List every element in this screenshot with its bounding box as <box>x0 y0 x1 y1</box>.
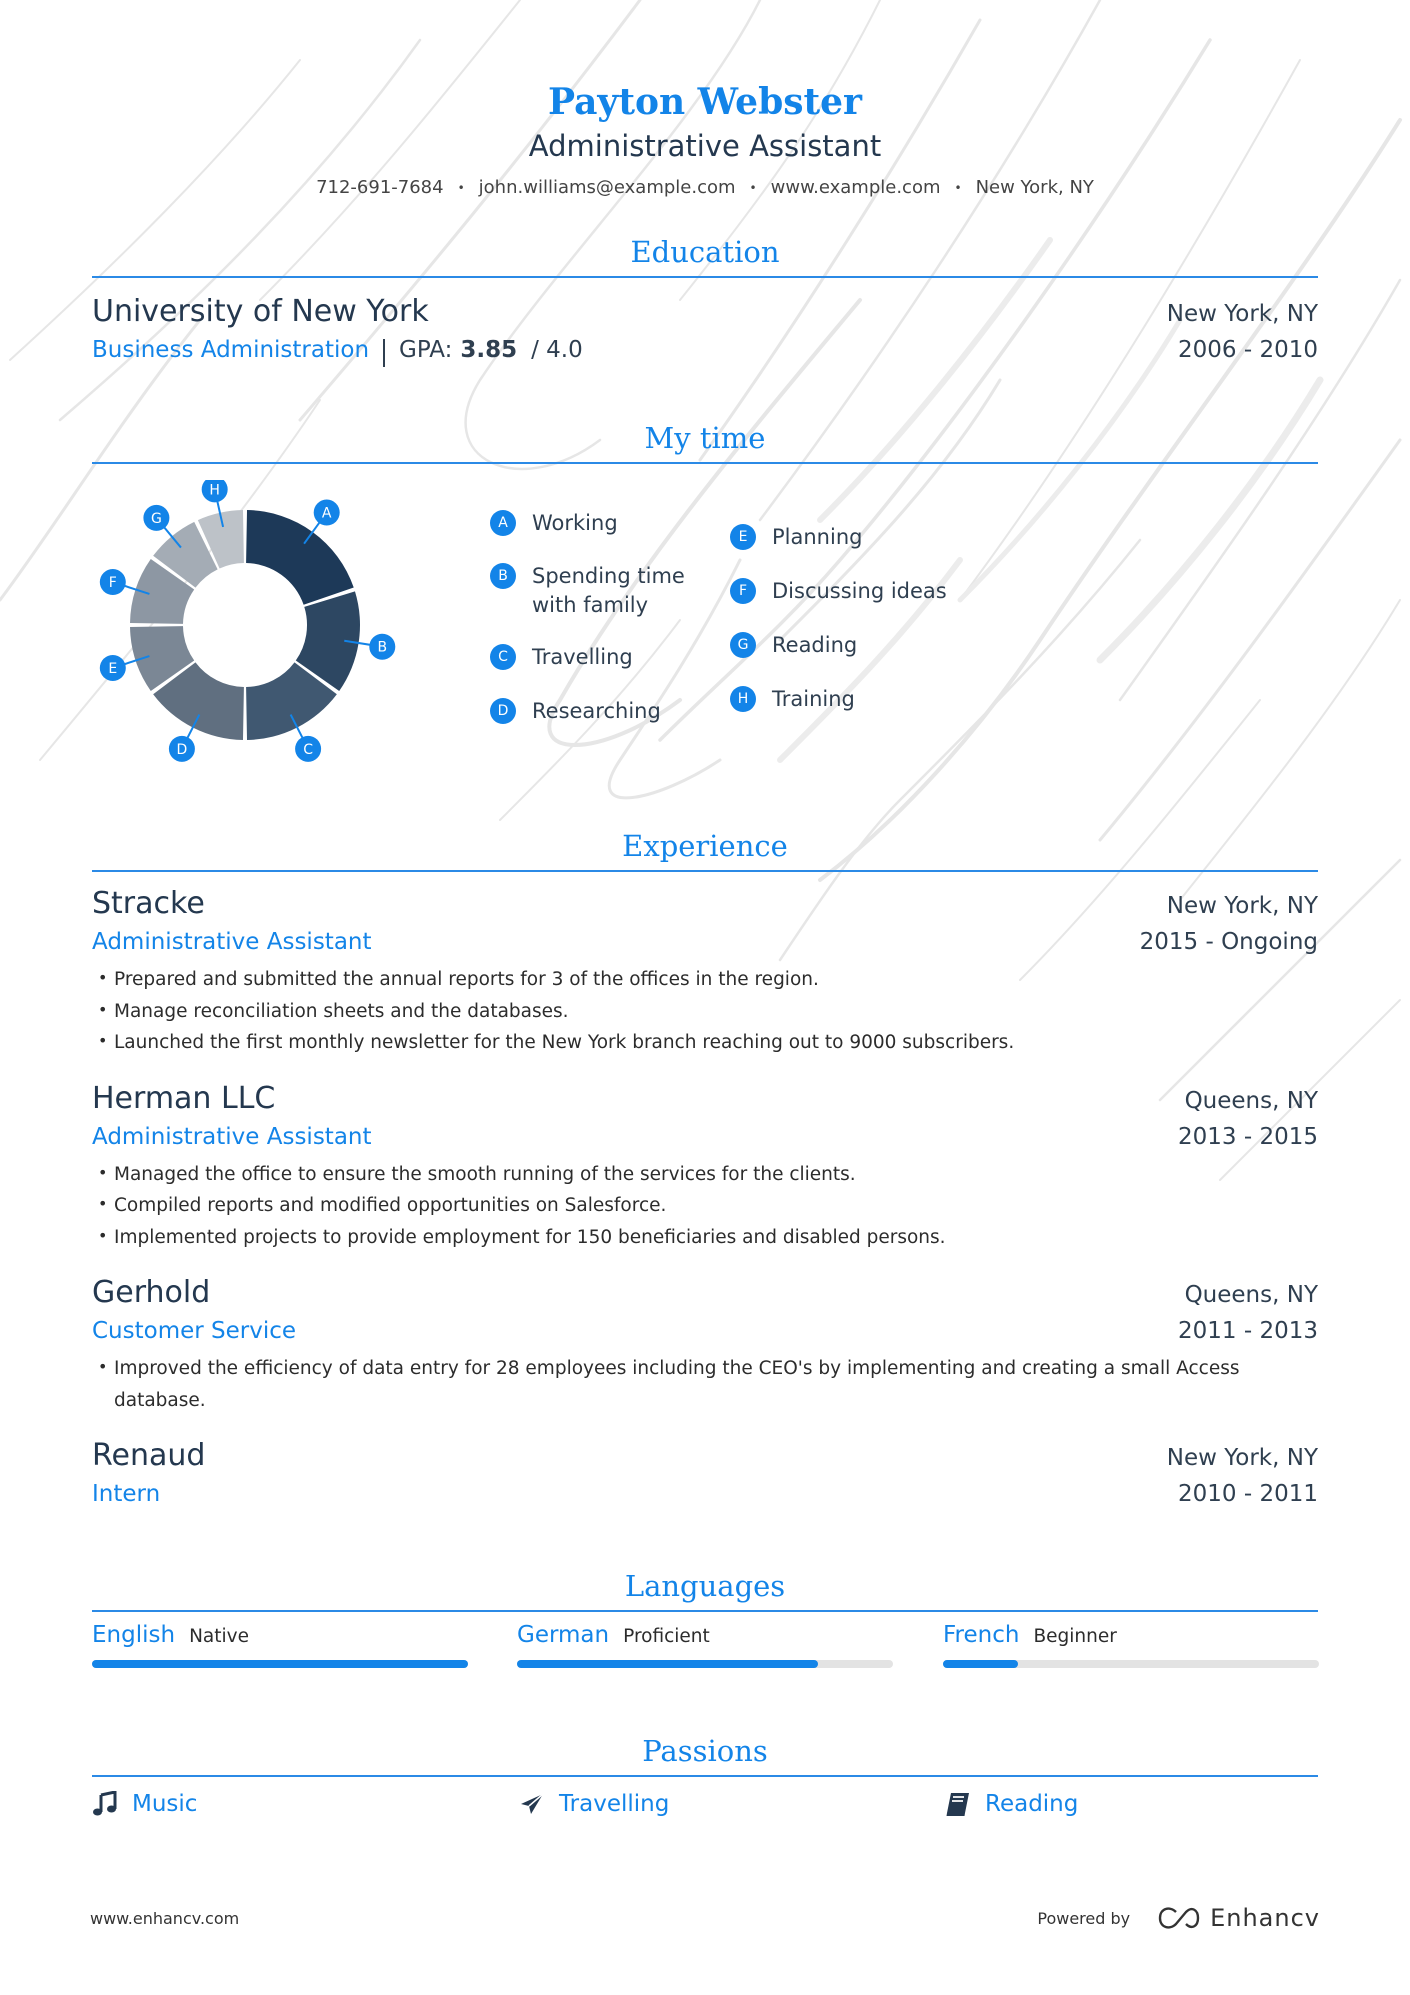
legend-item-h <box>730 686 855 714</box>
phone: 712-691-7684 <box>316 177 444 198</box>
footer-website[interactable]: www.enhancv.com <box>90 1908 240 1928</box>
language-name: German <box>517 1622 610 1648</box>
legend-label <box>532 562 685 620</box>
donut-badge-label: G <box>150 510 162 527</box>
job-dates: 2013 - 2015 <box>1178 1123 1318 1150</box>
legend-label <box>532 697 661 726</box>
time-donut-chart <box>92 480 412 770</box>
donut-badge-label: H <box>209 482 220 499</box>
legend-label-line: Travelling <box>532 645 633 669</box>
legend-label <box>772 577 947 606</box>
job-role: Administrative Assistant <box>92 929 372 955</box>
job-bullet: • Improved the efficiency of data entry for 28 employees including the CEO's by implementing and creating a small Access database. <box>92 1353 1318 1416</box>
section-title-education: Education <box>92 232 1318 278</box>
legend-badge: G <box>730 632 756 658</box>
language-name: French <box>943 1622 1020 1648</box>
experience-item <box>92 1273 1318 1416</box>
donut-badge-label: A <box>321 505 332 522</box>
passion-label: Music <box>132 1791 198 1817</box>
contact-separator: • <box>749 181 757 195</box>
languages-section <box>92 1566 1318 1676</box>
legend-badge: E <box>730 524 756 550</box>
job-location: New York, NY <box>1166 1445 1318 1471</box>
job-bullet: • Implemented projects to provide employment for 150 beneficiaries and disabled persons. <box>92 1222 1318 1254</box>
language-proficiency-fill <box>943 1660 1018 1668</box>
passion-item-reading <box>945 1791 1078 1817</box>
resume-header <box>92 0 1318 200</box>
passion-label: Reading <box>985 1791 1079 1817</box>
legend-label-line: Planning <box>772 525 863 549</box>
legend-label <box>772 523 862 552</box>
education-dates: 2006 - 2010 <box>1178 337 1318 363</box>
resume-content <box>92 0 1318 1817</box>
degree-line <box>92 332 583 368</box>
website[interactable]: www.example.com <box>770 177 941 198</box>
donut-badge-label: C <box>303 741 313 758</box>
job-role: Administrative Assistant <box>92 1123 372 1150</box>
section-title-experience: Experience <box>92 826 1318 872</box>
school-name: University of New York <box>92 294 429 329</box>
language-proficiency-bar <box>943 1660 1319 1668</box>
job-bullets <box>92 1159 1318 1254</box>
legend-label-line: with family <box>532 593 649 617</box>
company-name: Gerhold <box>92 1275 211 1310</box>
legend-item-b <box>490 563 685 620</box>
language-item-german <box>517 1622 893 1668</box>
company-name: Herman LLC <box>92 1080 276 1116</box>
language-level: Native <box>189 1626 249 1647</box>
job-location: Queens, NY <box>1184 1087 1318 1114</box>
legend-label-line: Researching <box>532 699 661 723</box>
donut-badge-label: B <box>377 639 388 656</box>
job-dates: 2010 - 2011 <box>1178 1481 1318 1507</box>
footer <box>90 1904 1320 1932</box>
music-note-icon <box>92 1791 118 1817</box>
job-location: New York, NY <box>1166 893 1318 919</box>
legend-badge: B <box>490 563 516 589</box>
job-bullet: • Managed the office to ensure the smooth running of the services for the clients. <box>92 1159 1318 1191</box>
legend-item-f <box>730 578 947 606</box>
contact-separator: • <box>457 181 465 195</box>
legend-badge: D <box>490 698 516 724</box>
gpa-divider <box>383 339 385 367</box>
language-label-row <box>92 1622 468 1648</box>
legend-item-d <box>490 698 661 726</box>
experience-role-row <box>92 1119 1318 1155</box>
job-bullets <box>92 964 1318 1059</box>
experience-role-row <box>92 1313 1318 1349</box>
legend-badge: A <box>490 510 516 536</box>
candidate-title: Administrative Assistant <box>528 129 882 163</box>
job-location: Queens, NY <box>1184 1282 1318 1308</box>
legend-badge: H <box>730 686 756 712</box>
legend-label <box>772 685 855 714</box>
company-name: Stracke <box>92 886 205 921</box>
legend-item-c <box>490 644 633 672</box>
legend-label-line: Reading <box>772 633 858 657</box>
language-label-row <box>943 1622 1319 1648</box>
powered-by-label: Powered by <box>1037 1908 1131 1928</box>
my-time-section <box>92 418 1318 778</box>
job-bullet: • Compiled reports and modified opportunities on Salesforce. <box>92 1190 1318 1222</box>
legend-label-line: Discussing ideas <box>772 579 947 603</box>
company-name: Renaud <box>92 1438 206 1473</box>
job-bullet: • Launched the first monthly newsletter for the New York branch reaching out to 9000 subscribers. <box>92 1027 1318 1059</box>
experience-header-row <box>92 1436 1318 1476</box>
gpa-max: / 4.0 <box>531 337 583 363</box>
language-item-english <box>92 1622 468 1668</box>
language-item-french <box>943 1622 1319 1668</box>
experience-role-row <box>92 924 1318 960</box>
book-icon <box>945 1791 971 1817</box>
donut-badge-label: D <box>176 741 188 758</box>
legend-label-line: Working <box>532 511 618 535</box>
job-dates: 2011 - 2013 <box>1178 1318 1318 1344</box>
language-level: Beginner <box>1033 1626 1117 1647</box>
section-title-passions: Passions <box>92 1731 1318 1777</box>
passion-item-travelling <box>519 1791 669 1817</box>
job-role: Intern <box>92 1481 161 1507</box>
legend-badge: C <box>490 644 516 670</box>
legend-item-g <box>730 632 857 660</box>
section-title-my-time: My time <box>92 418 1318 464</box>
email[interactable]: john.williams@example.com <box>478 177 736 198</box>
school-location: New York, NY <box>1166 301 1318 327</box>
job-bullet: • Prepared and submitted the annual reports for 3 of the offices in the region. <box>92 964 1318 996</box>
language-proficiency-bar <box>517 1660 893 1668</box>
contact-separator: • <box>954 181 962 195</box>
passions-section <box>92 1731 1318 1831</box>
experience-section <box>92 826 1318 1512</box>
legend-label <box>772 631 857 660</box>
job-dates: 2015 - Ongoing <box>1139 929 1318 955</box>
language-proficiency-bar <box>92 1660 468 1668</box>
section-title-languages: Languages <box>92 1566 1318 1612</box>
location: New York, NY <box>975 177 1094 198</box>
education-row-1 <box>92 292 1318 332</box>
enhancv-logo-icon <box>1156 1906 1202 1930</box>
language-proficiency-fill <box>92 1660 468 1668</box>
experience-list <box>92 884 1318 1512</box>
candidate-name: Payton Webster <box>547 81 863 123</box>
education-row-2 <box>92 332 1318 368</box>
donut-badge-label: E <box>108 660 118 677</box>
degree: Business Administration <box>92 337 370 363</box>
experience-item <box>92 1079 1318 1254</box>
legend-badge: F <box>730 578 756 604</box>
airplane-icon <box>519 1791 545 1817</box>
donut-slice-a <box>246 510 354 605</box>
job-bullets <box>92 1353 1318 1416</box>
brand-name: Enhancv <box>1210 1904 1320 1932</box>
legend-label-line: Training <box>772 687 855 711</box>
language-name: English <box>92 1622 176 1648</box>
legend-label <box>532 643 633 672</box>
legend-label <box>532 509 618 538</box>
job-role: Customer Service <box>92 1318 297 1344</box>
legend-item-a <box>490 510 618 538</box>
contact-line <box>92 176 1318 200</box>
donut-badge-label: F <box>108 575 117 592</box>
language-proficiency-fill <box>517 1660 818 1668</box>
experience-role-row <box>92 1476 1318 1512</box>
education-section <box>92 232 1318 368</box>
powered-by <box>1037 1904 1320 1932</box>
job-bullet: • Manage reconciliation sheets and the databases. <box>92 996 1318 1028</box>
experience-item <box>92 884 1318 1059</box>
experience-item <box>92 1436 1318 1512</box>
experience-header-row <box>92 1273 1318 1313</box>
language-label-row <box>517 1622 893 1648</box>
language-level: Proficient <box>623 1626 710 1647</box>
experience-header-row <box>92 1079 1318 1119</box>
experience-header-row <box>92 884 1318 924</box>
legend-label-line: Spending time <box>532 564 685 588</box>
gpa-label: GPA: <box>399 337 453 363</box>
passion-item-music <box>92 1791 197 1817</box>
legend-item-e <box>730 524 862 552</box>
gpa-value: 3.85 <box>460 337 518 363</box>
passion-label: Travelling <box>559 1791 670 1817</box>
